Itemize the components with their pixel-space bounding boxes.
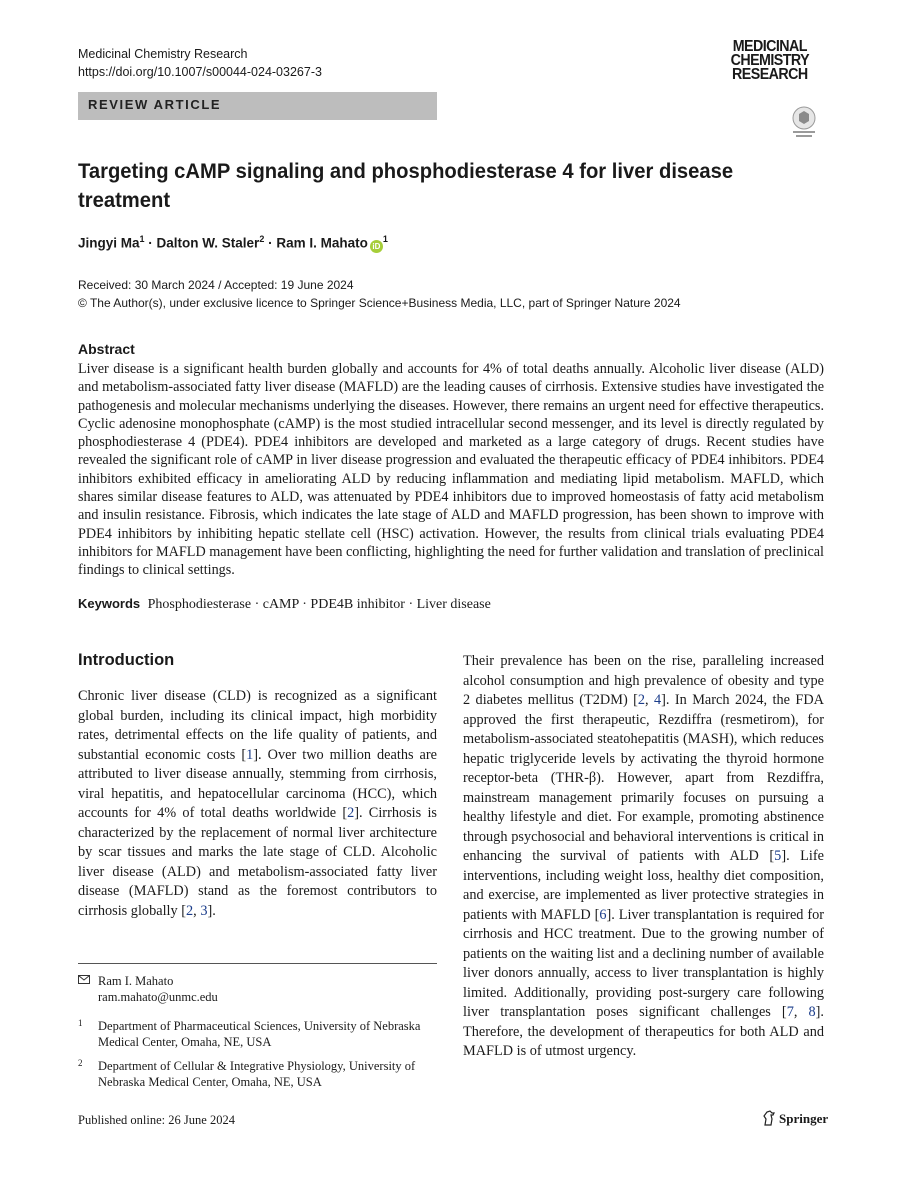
citation-link[interactable]: 3 xyxy=(200,902,208,919)
copyright-notice: © The Author(s), under exclusive licence to Springer Science+Business Media, LLC, part of Springer Nature 2024 xyxy=(78,296,681,310)
citation-link[interactable]: 7 xyxy=(786,1004,794,1020)
intro-paragraph xyxy=(463,652,824,1062)
author-affiliation-mark: 1 xyxy=(139,234,145,244)
body-text: ]. Life interventions, including weight loss, healthy diet composition, and exercise, are implemented as liver protective strategies in patients with MAFLD [ xyxy=(463,848,824,923)
affiliation-text: Department of Pharmaceutical Sciences, University of Nebraska Medical Center, Omaha, NE, USA xyxy=(98,1019,421,1049)
abstract-heading: Abstract xyxy=(78,341,135,357)
abstract-body: Liver disease is a significant health burden globally and accounts for 4% of total deaths annually. Alcoholic liver disease (ALD) and metabolism-associated fatty liver disease (MAFLD) are the leading causes of cirrhosis. Extensive studies have investigated the pathogenesis and molecular mechanisms underlying the diseases. However, there remains an urgent need for effective therapeutics. Cyclic adenosine monophosphate (cAMP) is the most studied intracellular second messenger, and its level is directly regulated by phosphodiesterase 4 (PDE4). PDE4 inhibitors are developed and marketed as a large category of drugs. Recent studies have revealed the significant role of cAMP in liver disease progression and evaluated the therapeutic efficacy of PDE4 inhibitors. PDE4 inhibitors exhibited efficacy in ameliorating ALD by reducing inflammation and mediating lipid metabolism. MAFLD, which shares similar disease features to ALD, was attenuated by PDE4 inhibitors due to improved homeostasis of fatty acid metabolism and insulin resistance. Fibrosis, which indicates the late stage of ALD and MAFLD progression, has been shown to improve with PDE4 inhibitors by inhibiting hepatic stellate cell (HSC) activation. However, the results from clinical trials evaluating PDE4 inhibitors for MAFLD management have been conflicting, highlighting the need for further validation and translation of preclinical findings to clinical settings. xyxy=(78,361,824,579)
citation-link[interactable]: 5 xyxy=(774,848,782,864)
body-text: Chronic liver disease (CLD) is recognized as a significant global burden, including its clinical impact, high morbidity rates, detrimental effects on the life quality of patients, and substantial economic costs [ xyxy=(78,688,437,763)
published-online-date: Published online: 26 June 2024 xyxy=(78,1113,235,1127)
intro-column-left xyxy=(78,687,437,921)
doi-link[interactable]: https://doi.org/10.1007/s00044-024-03267-3 xyxy=(78,65,322,79)
keywords xyxy=(78,596,824,613)
citation-link[interactable]: 4 xyxy=(654,692,662,708)
article-title: Targeting cAMP signaling and phosphodiesterase 4 for liver disease treatment xyxy=(78,159,734,212)
springer-horse-icon xyxy=(762,1110,776,1126)
author-name[interactable]: Jingyi Ma xyxy=(78,235,140,251)
body-text: , xyxy=(645,692,655,708)
check-for-updates-icon[interactable] xyxy=(788,106,820,142)
body-text: ]. In March 2024, the FDA approved the first therapeutic, Rezdiffra (resmetirom), for metabolism-associated steatohepatitis (MASH), which reduces hepatic triglyceride levels by activating the thyroid hormone receptor-beta (THR-β). However, apart from Rezdiffra, mainstream management primarily focuses on pursuing a healthy lifestyle and diet. For example, promoting abstinence through psychosocial and behavioral interventions is critical in enhancing the survival of patients with ALD [ xyxy=(463,692,824,864)
affiliation-number: 2 xyxy=(78,1058,83,1068)
author-separator: · xyxy=(144,235,157,251)
affiliation-number: 1 xyxy=(78,1018,83,1028)
body-text: ]. Liver transplantation is required for cirrhosis and HCC treatment. Due to the growing number of patients on the waiting list and a declining number of available liver donors annually, access to liver transplantation is highly limited. Additionally, providing post-surgery care following liver transplantation poses significant challenges [ xyxy=(463,906,825,1020)
footnote-divider xyxy=(78,963,437,964)
citation-link[interactable]: 2 xyxy=(186,902,194,919)
intro-column-right xyxy=(463,652,824,1062)
keywords-list: Phosphodiesterase · cAMP · PDE4B inhibitor · Liver disease xyxy=(147,597,491,612)
citation-link[interactable]: 8 xyxy=(808,1004,816,1020)
author-name[interactable]: Dalton W. Staler xyxy=(156,235,260,251)
journal-logo xyxy=(722,40,818,82)
corresponding-author-email[interactable]: ram.mahato@unmc.edu xyxy=(98,990,218,1004)
article-type: REVIEW ARTICLE xyxy=(88,97,222,112)
body-text: ]. Cirrhosis is characterized by the replacement of normal liver architecture by scar tissues and marks the late stage of CLD. Alcoholic liver disease (ALD) and metabolism-associated fatty liver disease (MAFLD) stand as the foremost contributors to cirrhosis globally [ xyxy=(78,805,437,919)
author-affiliation-mark: 1 xyxy=(382,234,388,244)
citation-link[interactable]: 2 xyxy=(347,805,355,821)
journal-logo-line: CHEMISTRY xyxy=(730,52,810,69)
orcid-icon[interactable]: iD xyxy=(370,240,383,253)
journal-logo-line: RESEARCH xyxy=(732,66,808,83)
body-text: ]. Therefore, the development of therapeutics for both ALD and MAFLD is of utmost urgency. xyxy=(463,1004,824,1059)
envelope-icon xyxy=(78,975,90,984)
body-text: , xyxy=(193,902,201,919)
author-separator: · xyxy=(264,235,277,251)
body-text: ]. Over two million deaths are attributed to liver disease annually, stemming from cirrhosis, viral hepatitis, and hepatocellular carcinoma (HCC), which accounts for 4% of total deaths worldwide [ xyxy=(78,746,437,821)
body-text: Their prevalence has been on the rise, paralleling increased alcohol consumption and high prevalence of obesity and type 2 diabetes mellitus (T2DM) [ xyxy=(463,653,824,708)
affiliation-text: Department of Cellular & Integrative Physiology, University of Nebraska Medical Center, Omaha, NE, USA xyxy=(98,1059,416,1089)
journal-name: Medicinal Chemistry Research xyxy=(78,47,248,61)
intro-paragraph xyxy=(78,687,437,921)
article-type-bar xyxy=(78,92,437,120)
keywords-label: Keywords xyxy=(78,596,141,611)
author-name[interactable]: Ram I. Mahato xyxy=(276,235,368,251)
received-accepted-dates: Received: 30 March 2024 / Accepted: 19 June 2024 xyxy=(78,278,354,292)
author-list xyxy=(78,234,388,253)
author-affiliation-mark: 2 xyxy=(259,234,265,244)
publisher-name: Springer xyxy=(779,1111,829,1126)
body-text: , xyxy=(793,1004,809,1020)
publisher-logo xyxy=(762,1110,828,1127)
section-heading-introduction: Introduction xyxy=(78,651,175,669)
journal-logo-line: MEDICINAL xyxy=(732,38,807,55)
citation-link[interactable]: 2 xyxy=(637,692,646,708)
body-text: ]. xyxy=(207,902,216,919)
citation-link[interactable]: 1 xyxy=(246,746,254,763)
citation-link[interactable]: 6 xyxy=(599,906,607,923)
corresponding-author-name: Ram I. Mahato xyxy=(98,974,174,988)
